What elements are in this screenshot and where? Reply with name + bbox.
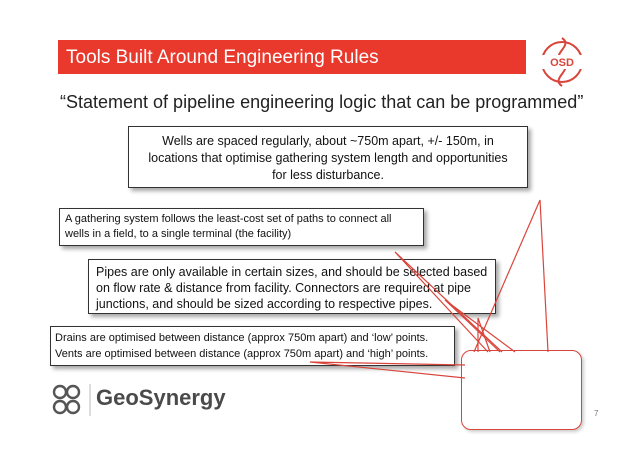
osd-logo	[538, 36, 586, 88]
osd-logo-text: OSD	[550, 57, 574, 69]
page-number: 7	[594, 409, 599, 418]
drains-vents-rule-box: Drains are optimised between distance (approx 750m apart) and ‘low’ points. Vents are optimised between distance (approx 750m apart) and ‘high’ points.	[50, 326, 455, 366]
slide-title-bar	[58, 40, 526, 74]
pipe-sizing-rule-box: Pipes are only available in certain sizes, and should be selected based on flow rate & distance from facility. Connectors are required at pipe junctions, and should be sized according to respective pipes.	[88, 259, 496, 314]
callout-target-box	[461, 350, 582, 430]
wells-spacing-rule-box: Wells are spaced regularly, about ~750m apart, +/- 150m, in locations that optimise gathering system length and opportunities for less disturbance.	[128, 126, 528, 188]
slide-title: Tools Built Around Engineering Rules	[66, 47, 379, 68]
gathering-system-rule-box: A gathering system follows the least-cost set of paths to connect all wells in a field, to a single terminal (the facility)	[59, 208, 424, 246]
slide-subtitle: “Statement of pipeline engineering logic that can be programmed”	[60, 92, 584, 112]
geosynergy-logo-text: GeoSynergy	[96, 385, 226, 410]
